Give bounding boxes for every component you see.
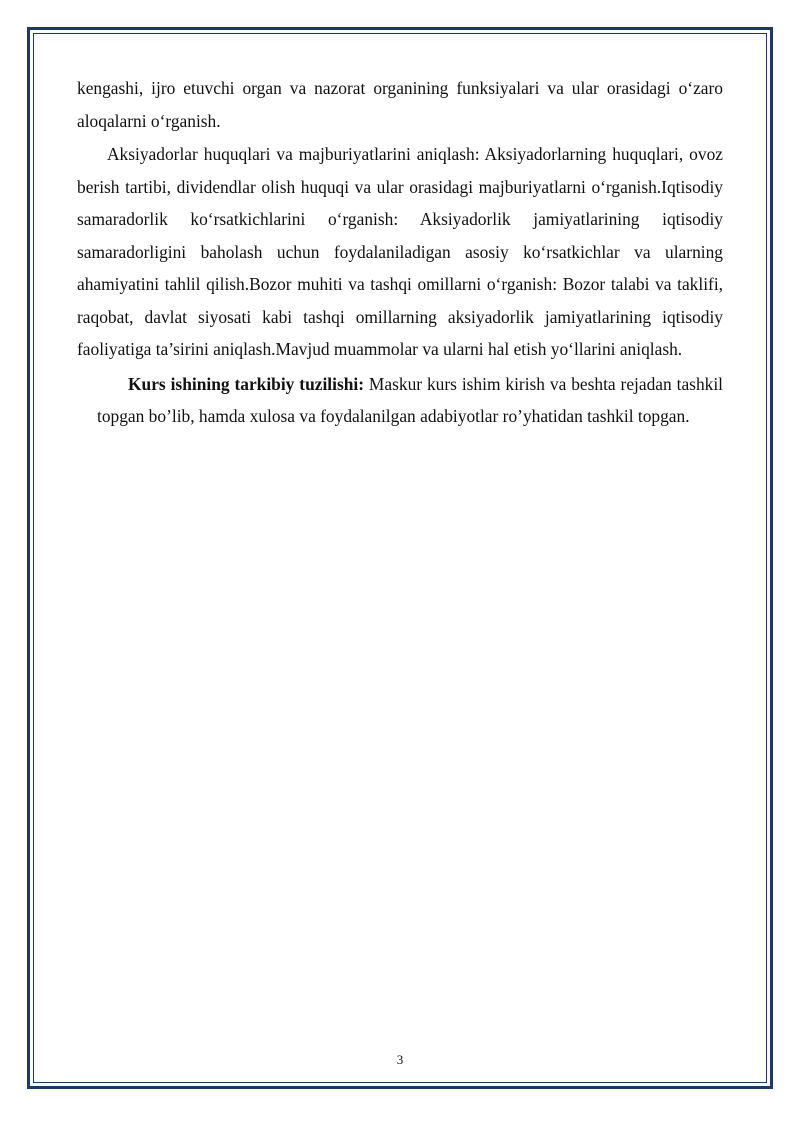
page-number: 3 xyxy=(396,1052,404,1067)
section-heading: Kurs ishining tarkibiy tuzilishi: xyxy=(128,373,365,394)
paragraph-2-text: Aksiyadorlar huquqlari va majburiyatlarini aniqlash: Aksiyadorlarning huquqlari, ovoz berish tartibi, dividendlar olish huquqi va ular orasidagi majburiyatlarni o‘rganish.Iqtisodiy samaradorlik ko‘rsatkichlarini o‘rganish: Aksiyadorlik jamiyatlarining iqtisodiy samaradorligini baholash uchun foydalaniladigan asosiy ko‘rsatkichlar va ularning ahamiyatini tahlil qilish.Bozor muhiti va tashqi omillarni o‘rganish: Bozor talabi va taklifi, raqobat, davlat siyosati kabi tashqi omillarning aksiyadorlik jamiyatlarining iqtisodiy faoliyatiga ta’sirini aniqlash.Mavjud muammolar va ularni hal etish yo‘llarini aniqlash. xyxy=(77,144,723,359)
paragraph-2 xyxy=(77,138,723,366)
paragraph-3 xyxy=(77,368,723,433)
paragraph-1-text: kengashi, ijro etuvchi organ va nazorat organining funksiyalari va ular orasidagi o‘zaro aloqalarni o‘rganish. xyxy=(77,78,723,131)
paragraph-1 xyxy=(77,72,723,137)
document-body xyxy=(77,72,723,433)
paragraph-3-text: Maskur kurs ishim kirish va beshta rejadan tashkil topgan bo’lib, hamda xulosa va foydalanilgan adabiyotlar ro’yhatidan tashkil topgan. xyxy=(97,373,723,426)
